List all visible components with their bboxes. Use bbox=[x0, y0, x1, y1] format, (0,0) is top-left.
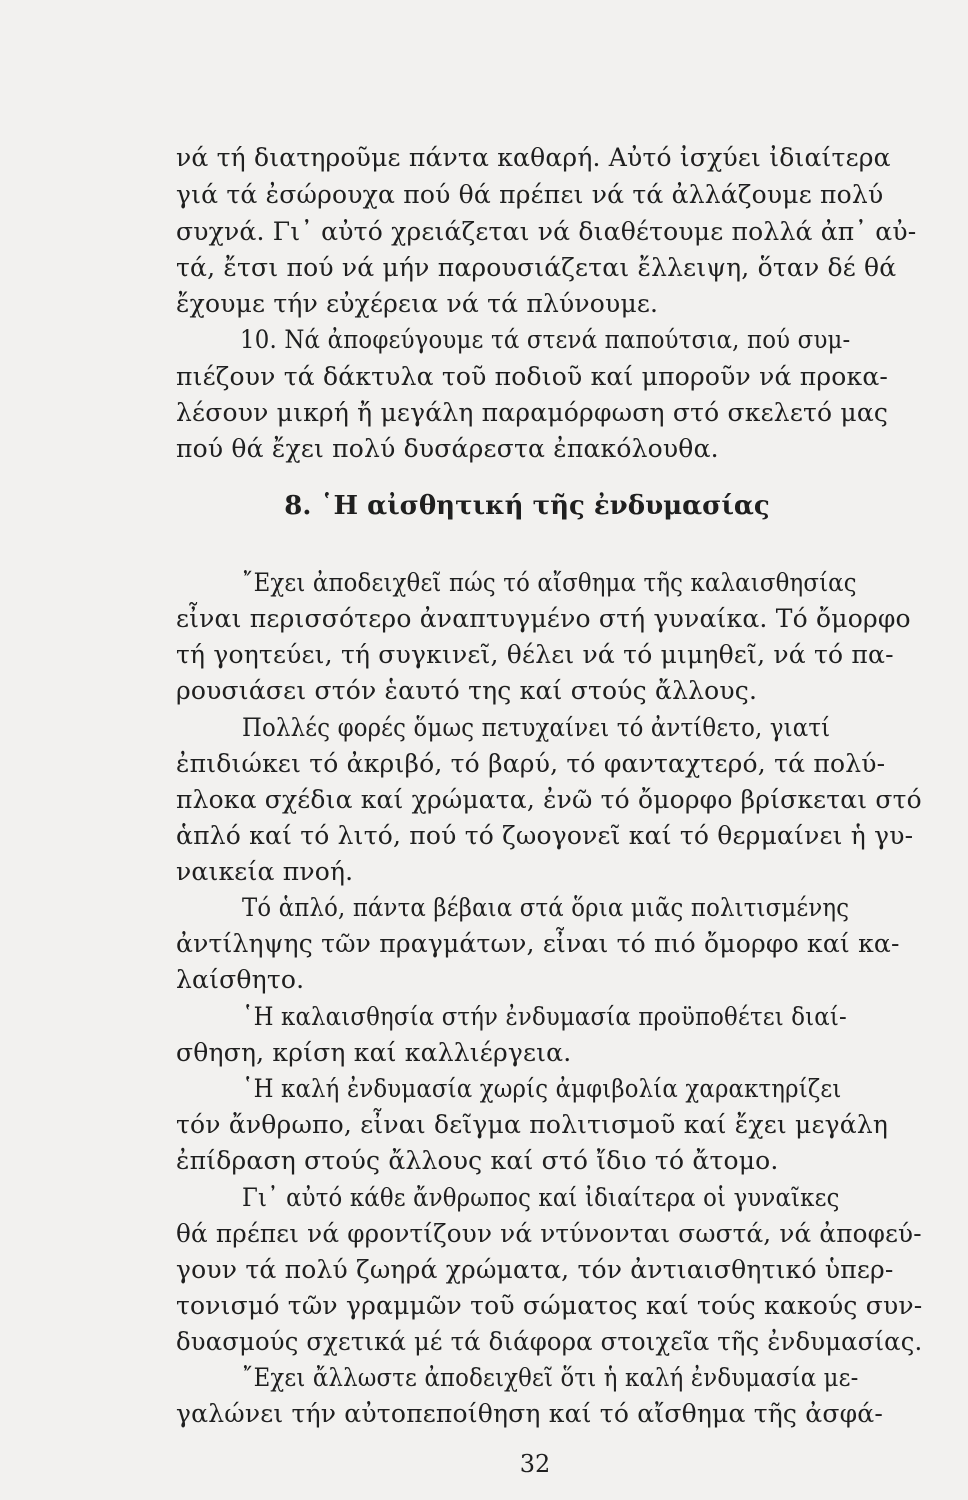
text-line: Γι᾽ αὐτό κάθε ἄνθρωπος καί ἰδιαίτερα οἱ γυναῖκες bbox=[242, 1183, 840, 1212]
text-line: συχνά. Γι᾽ αὐτό χρειάζεται νά διαθέτουμε πολλά ἀπ᾽ αὐ- bbox=[176, 217, 917, 246]
text-line: γιά τά ἐσώρουχα πού θά πρέπει νά τά ἀλλάζουμε πολύ bbox=[176, 180, 884, 209]
text-line: τόν ἄνθρωπο, εἶναι δεῖγμα πολιτισμοῦ καί ἔχει μεγάλη bbox=[176, 1110, 889, 1139]
text-line: τή γοητεύει, τή συγκινεῖ, θέλει νά τό μιμηθεῖ, νά τό πα- bbox=[176, 640, 894, 669]
section-heading: 8. ῾Η αἰσθητική τῆς ἐνδυμασίας bbox=[284, 491, 770, 521]
text-line: ἁπλό καί τό λιτό, πού τό ζωογονεῖ καί τό θερμαίνει ἡ γυ- bbox=[176, 821, 914, 850]
text-line: σθηση, κρίση καί καλλιέργεια. bbox=[176, 1038, 572, 1067]
text-line: πιέζουν τά δάκτυλα τοῦ ποδιοῦ καί μποροῦν νά προκα- bbox=[176, 362, 889, 391]
text-line: λαίσθητο. bbox=[176, 965, 305, 994]
text-line: 10. Νά ἀποφεύγουμε τά στενά παπούτσια, πού συμ- bbox=[240, 325, 851, 354]
text-line: τά, ἔτσι πού νά μήν παρουσιάζεται ἔλλειψη, ὅταν δέ θά bbox=[176, 253, 897, 282]
text-line: γαλώνει τήν αὐτοπεποίθηση καί τό αἴσθημα τῆς ἀσφά- bbox=[176, 1399, 884, 1428]
text-line: λέσουν μικρή ἤ μεγάλη παραμόρφωση στό σκελετό μας bbox=[176, 398, 889, 427]
text-line: ρουσιάσει στόν ἑαυτό της καί στούς ἄλλους. bbox=[176, 676, 758, 705]
text-line: δυασμούς σχετικά μέ τά διάφορα στοιχεῖα τῆς ἐνδυμασίας. bbox=[176, 1327, 923, 1356]
text-line: τονισμό τῶν γραμμῶν τοῦ σώματος καί τούς κακούς συν- bbox=[176, 1291, 923, 1320]
text-line: Πολλές φορές ὅμως πετυχαίνει τό ἀντίθετο, γιατί bbox=[242, 713, 831, 742]
text-line: ἐπιδιώκει τό ἀκριβό, τό βαρύ, τό φανταχτερό, τά πολύ- bbox=[176, 749, 886, 778]
text-line: ῾Η καλαισθησία στήν ἐνδυμασία προϋποθέτει διαί- bbox=[242, 1002, 847, 1031]
text-line: ἀντίληψης τῶν πραγμάτων, εἶναι τό πιό ὄμορφο καί κα- bbox=[176, 929, 900, 958]
text-line: εἶναι περισσότερο ἀναπτυγμένο στή γυναίκα. Τό ὄμορφο bbox=[176, 604, 911, 633]
page-number: 32 bbox=[519, 1450, 551, 1478]
text-line: ἐπίδραση στούς ἄλλους καί στό ἴδιο τό ἄτομο. bbox=[176, 1146, 779, 1175]
text-line: πού θά ἔχει πολύ δυσάρεστα ἐπακόλουθα. bbox=[176, 434, 719, 463]
text-line: ῎Εχει ἄλλωστε ἀποδειχθεῖ ὅτι ἡ καλή ἐνδυμασία με- bbox=[242, 1363, 859, 1392]
text-line: θά πρέπει νά φροντίζουν νά ντύνονται σωστά, νά ἀποφεύ- bbox=[176, 1219, 922, 1248]
text-line: ἔχουμε τήν εὐχέρεια νά τά πλύνουμε. bbox=[176, 289, 659, 318]
text-line: ναικεία πνοή. bbox=[176, 857, 354, 886]
text-line: νά τή διατηροῦμε πάντα καθαρή. Αὐτό ἰσχύει ἰδιαίτερα bbox=[176, 143, 891, 172]
text-line: ῎Εχει ἀποδειχθεῖ πώς τό αἴσθημα τῆς καλαισθησίας bbox=[242, 568, 857, 597]
text-line: πλοκα σχέδια καί χρώματα, ἐνῶ τό ὄμορφο βρίσκεται στό bbox=[176, 785, 922, 814]
text-line: γουν τά πολύ ζωηρά χρώματα, τόν ἀντιαισθητικό ὑπερ- bbox=[176, 1255, 894, 1284]
text-line: Τό ἁπλό, πάντα βέβαια στά ὅρια μιᾶς πολιτισμένης bbox=[242, 893, 850, 922]
text-line: ῾Η καλή ἐνδυμασία χωρίς ἀμφιβολία χαρακτηρίζει bbox=[242, 1074, 842, 1103]
